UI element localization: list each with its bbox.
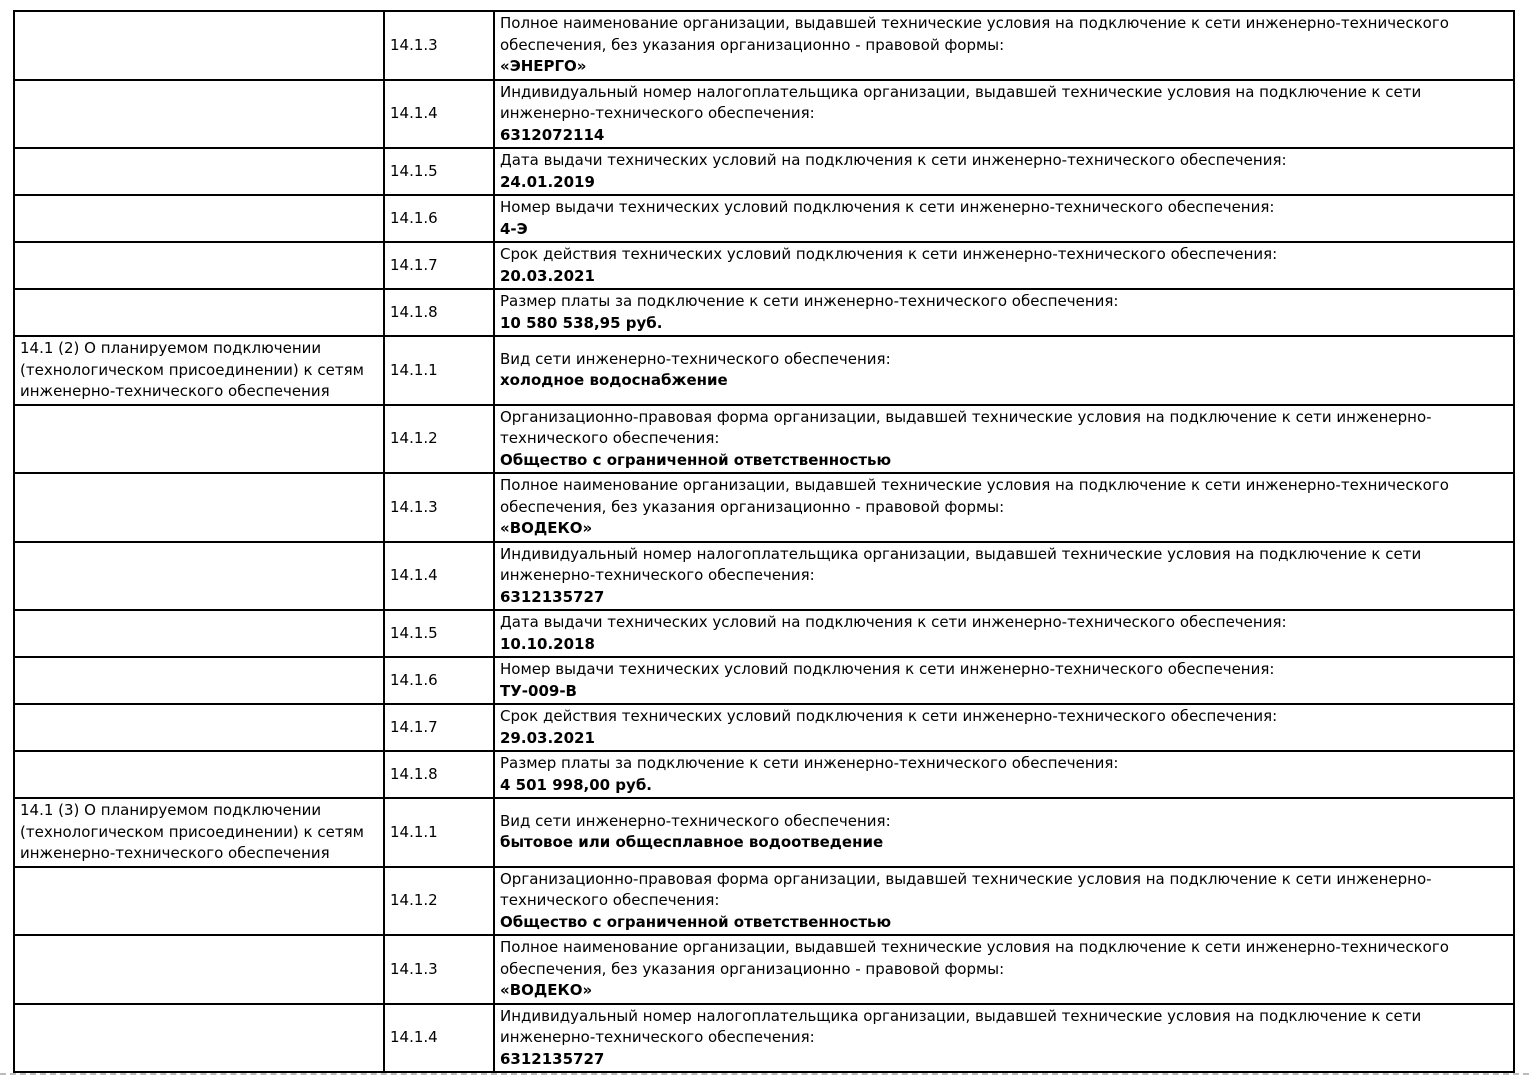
page-break-line	[0, 1073, 1529, 1075]
field-value: 4-Э	[500, 219, 528, 238]
field-cell	[494, 473, 1514, 542]
field-value: 6312135727	[500, 587, 605, 606]
field-label: Номер выдачи технических условий подключения к сети инженерно-технического обеспечения:	[500, 198, 1275, 216]
table-row	[14, 935, 1514, 1004]
row-number: 14.1.3	[384, 935, 494, 1004]
field-value: 6312072114	[500, 125, 605, 144]
field-cell	[494, 935, 1514, 1004]
section-title-cell	[14, 289, 384, 336]
field-cell	[494, 336, 1514, 405]
section-title: 14.1 (3) О планируемом подключении (технологическом присоединении) к сетям инженерно-технического обеспечения	[20, 801, 364, 862]
field-value: 6312135727	[500, 1049, 605, 1068]
row-number: 14.1.4	[384, 80, 494, 149]
table-row	[14, 798, 1514, 867]
table-row	[14, 704, 1514, 751]
section-title-cell	[14, 657, 384, 704]
field-label: Срок действия технических условий подключения к сети инженерно-технического обеспечения:	[500, 707, 1278, 725]
field-label: Размер платы за подключение к сети инженерно-технического обеспечения:	[500, 754, 1119, 772]
table-row	[14, 657, 1514, 704]
field-value: ТУ-009-В	[500, 681, 577, 700]
section-title-cell	[14, 11, 384, 80]
table-row	[14, 289, 1514, 336]
field-label: Вид сети инженерно-технического обеспечения:	[500, 349, 891, 368]
row-number: 14.1.7	[384, 242, 494, 289]
field-label: Индивидуальный номер налогоплательщика организации, выдавшей технические условия на подключение к сети инженерно-технического обеспечения:	[500, 544, 1422, 584]
field-label: Размер платы за подключение к сети инженерно-технического обеспечения:	[500, 292, 1119, 310]
field-value: «ВОДЕКО»	[500, 519, 593, 537]
section-title-cell	[14, 704, 384, 751]
table-row	[14, 195, 1514, 242]
field-label: Организационно-правовая форма организации, выдавшей технические условия на подключение к сети инженерно-технического обеспечения:	[500, 407, 1432, 447]
field-value: 10.10.2018	[500, 634, 595, 653]
field-label: Дата выдачи технических условий на подключения к сети инженерно-технического обеспечения:	[500, 613, 1287, 631]
field-value: 24.01.2019	[500, 172, 595, 191]
field-value: Общество с ограниченной ответственностью	[500, 912, 892, 931]
declaration-table	[13, 10, 1515, 1073]
section-title-cell	[14, 80, 384, 149]
table-row	[14, 405, 1514, 474]
row-number: 14.1.8	[384, 751, 494, 798]
section-title-cell	[14, 148, 384, 195]
section-title-cell	[14, 195, 384, 242]
section-title-cell	[14, 405, 384, 474]
field-cell	[494, 751, 1514, 798]
table-row	[14, 242, 1514, 289]
field-cell	[494, 289, 1514, 336]
table-row	[14, 148, 1514, 195]
field-cell	[494, 242, 1514, 289]
table-row	[14, 751, 1514, 798]
field-cell	[494, 405, 1514, 474]
row-number: 14.1.7	[384, 704, 494, 751]
row-number: 14.1.4	[384, 1004, 494, 1073]
field-label: Организационно-правовая форма организации, выдавшей технические условия на подключение к сети инженерно-технического обеспечения:	[500, 869, 1432, 909]
field-value: 4 501 998,00 руб.	[500, 775, 652, 794]
field-label: Полное наименование организации, выдавшей технические условия на подключение к сети инженерно-технического обеспечения, без указания организационно - правовой формы:	[500, 938, 1449, 978]
field-label: Дата выдачи технических условий на подключения к сети инженерно-технического обеспечения:	[500, 151, 1287, 169]
field-cell	[494, 148, 1514, 195]
section-title-cell	[14, 751, 384, 798]
table-row	[14, 80, 1514, 149]
section-title: 14.1 (2) О планируемом подключении (технологическом присоединении) к сетям инженерно-технического обеспечения	[20, 339, 364, 400]
table-row	[14, 610, 1514, 657]
field-label: Полное наименование организации, выдавшей технические условия на подключение к сети инженерно-технического обеспечения, без указания организационно - правовой формы:	[500, 476, 1449, 516]
table-row	[14, 336, 1514, 405]
table-row	[14, 473, 1514, 542]
section-title-cell	[14, 336, 384, 405]
section-title-cell	[14, 867, 384, 936]
row-number: 14.1.2	[384, 405, 494, 474]
field-value: «ЭНЕРГО»	[500, 57, 587, 75]
row-number: 14.1.3	[384, 473, 494, 542]
field-cell	[494, 867, 1514, 936]
field-label: Индивидуальный номер налогоплательщика организации, выдавшей технические условия на подключение к сети инженерно-технического обеспечения:	[500, 82, 1422, 122]
table-row	[14, 542, 1514, 611]
row-number: 14.1.8	[384, 289, 494, 336]
row-number: 14.1.5	[384, 148, 494, 195]
field-value: бытовое или общесплавное водоотведение	[500, 833, 884, 852]
section-title-cell	[14, 1004, 384, 1073]
field-cell	[494, 195, 1514, 242]
field-cell	[494, 11, 1514, 80]
field-cell	[494, 798, 1514, 867]
section-title-cell	[14, 473, 384, 542]
field-value: 10 580 538,95 руб.	[500, 313, 663, 332]
row-number: 14.1.1	[384, 798, 494, 867]
row-number: 14.1.2	[384, 867, 494, 936]
field-cell	[494, 80, 1514, 149]
row-number: 14.1.1	[384, 336, 494, 405]
field-cell	[494, 542, 1514, 611]
row-number: 14.1.6	[384, 657, 494, 704]
table-row	[14, 867, 1514, 936]
field-cell	[494, 610, 1514, 657]
field-value: Общество с ограниченной ответственностью	[500, 450, 892, 469]
row-number: 14.1.6	[384, 195, 494, 242]
field-cell	[494, 657, 1514, 704]
section-title-cell	[14, 610, 384, 657]
field-cell	[494, 1004, 1514, 1073]
field-value: 20.03.2021	[500, 266, 595, 285]
section-title-cell	[14, 798, 384, 867]
field-label: Срок действия технических условий подключения к сети инженерно-технического обеспечения:	[500, 245, 1278, 263]
field-value: «ВОДЕКО»	[500, 981, 593, 999]
table-row	[14, 1004, 1514, 1073]
row-number: 14.1.5	[384, 610, 494, 657]
field-label: Вид сети инженерно-технического обеспечения:	[500, 811, 891, 830]
field-label: Индивидуальный номер налогоплательщика организации, выдавшей технические условия на подключение к сети инженерно-технического обеспечения:	[500, 1006, 1422, 1046]
field-value: 29.03.2021	[500, 728, 595, 747]
table-row	[14, 11, 1514, 80]
row-number: 14.1.4	[384, 542, 494, 611]
field-label: Номер выдачи технических условий подключения к сети инженерно-технического обеспечения:	[500, 660, 1275, 678]
field-value: холодное водоснабжение	[500, 371, 728, 390]
section-title-cell	[14, 242, 384, 289]
section-title-cell	[14, 542, 384, 611]
section-title-cell	[14, 935, 384, 1004]
field-cell	[494, 704, 1514, 751]
field-label: Полное наименование организации, выдавшей технические условия на подключение к сети инженерно-технического обеспечения, без указания организационно - правовой формы:	[500, 14, 1449, 54]
row-number: 14.1.3	[384, 11, 494, 80]
